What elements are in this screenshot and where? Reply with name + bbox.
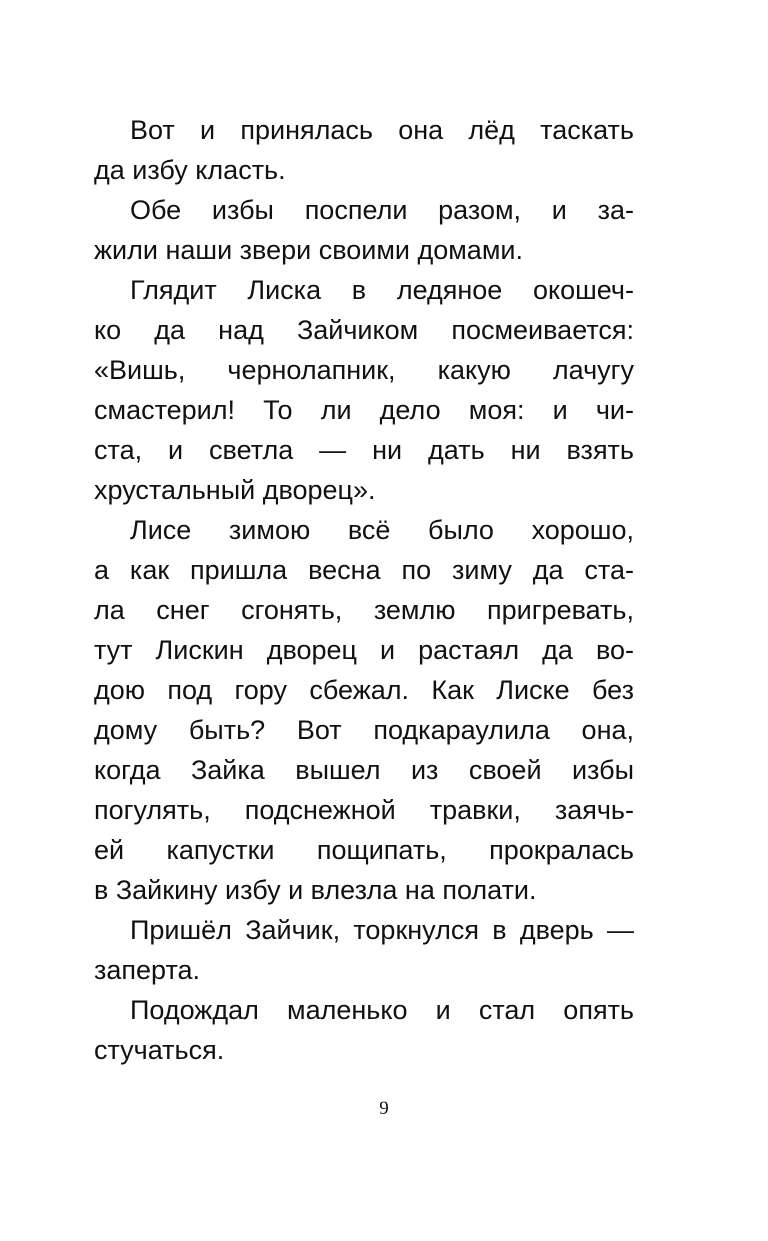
text-line: хрустальный дворец». xyxy=(94,475,376,505)
text-line: ста, и светла — ни дать ни взять xyxy=(94,435,634,465)
paragraph-1 xyxy=(94,110,634,190)
paragraph-4 xyxy=(94,510,634,910)
body-text xyxy=(94,110,634,1070)
page-number: 9 xyxy=(379,1098,389,1119)
text-line: тут Лискин дворец и растаял да во- xyxy=(94,635,634,665)
text-line: жили наши звери своими домами. xyxy=(94,235,523,265)
text-line: ей капустки пощипать, прокралась xyxy=(94,835,634,865)
text-line: Пришёл Зайчик, торкнулся в дверь — xyxy=(130,915,634,945)
text-line: «Вишь, чернолапник, какую лачугу xyxy=(94,355,634,385)
paragraph-6 xyxy=(94,990,634,1070)
text-line: в Зайкину избу и влезла на полати. xyxy=(94,875,537,905)
text-line: Вот и принялась она лёд таскать xyxy=(130,115,634,145)
text-line: когда Зайка вышел из своей избы xyxy=(94,755,634,785)
text-line: ла снег сгонять, землю пригревать, xyxy=(94,595,634,625)
text-line: ко да над Зайчиком посмеивается: xyxy=(94,315,634,345)
text-line: Обе избы поспели разом, и за- xyxy=(130,195,634,225)
text-line: заперта. xyxy=(94,955,201,985)
paragraph-3 xyxy=(94,270,634,510)
paragraph-2 xyxy=(94,190,634,270)
text-line: Лисе зимою всё было хорошо, xyxy=(130,515,634,545)
text-line: смастерил! То ли дело моя: и чи- xyxy=(94,395,634,425)
text-line: дому быть? Вот подкараулила она, xyxy=(94,715,634,745)
text-line: Подождал маленько и стал опять xyxy=(130,995,634,1025)
text-line: Глядит Лиска в ледяное окошеч- xyxy=(130,275,634,305)
text-line: а как пришла весна по зиму да ста- xyxy=(94,555,634,585)
text-line: да избу класть. xyxy=(94,155,286,185)
text-line: погулять, подснежной травки, заячь- xyxy=(94,795,634,825)
paragraph-5 xyxy=(94,910,634,990)
text-line: стучаться. xyxy=(94,1035,225,1065)
text-line: дою под гору сбежал. Как Лиске без xyxy=(94,675,634,705)
